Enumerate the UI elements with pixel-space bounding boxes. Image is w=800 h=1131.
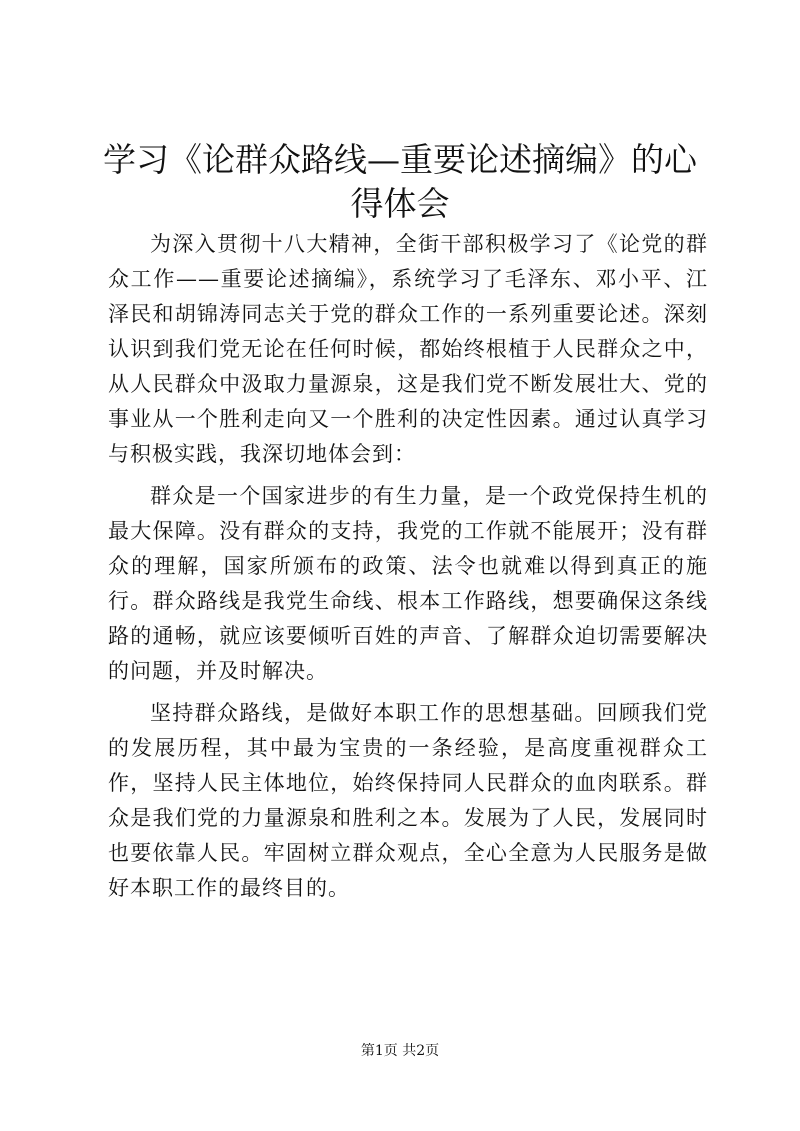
- paragraph-1: 为深入贯彻十八大精神，全街干部积极学习了《论党的群众工作——重要论述摘编》，系统学习了毛泽东、邓小平、江泽民和胡锦涛同志关于党的群众工作的一系列重要论述。深刻认识到我们党无论在任何时候，都始终根植于人民群众之中，从人民群众中汲取力量源泉，这是我们党不断发展壮大、党的事业从一个胜利走向又一个胜利的决定性因素。通过认真学习与积极实践，我深切地体会到：: [108, 232, 708, 466]
- paragraph-3: 坚持群众路线，是做好本职工作的思想基础。回顾我们党的发展历程，其中最为宝贵的一条经验，是高度重视群众工作，坚持人民主体地位，始终保持同人民群众的血肉联系。群众是我们党的力量源泉和胜利之本。发展为了人民，发展同时也要依靠人民。牢固树立群众观点，全心全意为人民服务是做好本职工作的最终目的。: [108, 701, 708, 900]
- document-body: [108, 227, 708, 913]
- paragraph-2: 群众是一个国家进步的有生力量，是一个政党保持生机的最大保障。没有群众的支持，我党的工作就不能展开；没有群众的理解，国家所颁布的政策、法令也就难以得到真正的施行。群众路线是我党生命线、根本工作路线，想要确保这条线路的通畅，就应该要倾听百姓的声音、了解群众迫切需要解决的问题，并及时解决。: [108, 484, 708, 683]
- document-title: 学习《论群众路线—重要论述摘编》的心得体会: [103, 140, 697, 223]
- page-number-footer: 第1页 共2页: [360, 1043, 440, 1059]
